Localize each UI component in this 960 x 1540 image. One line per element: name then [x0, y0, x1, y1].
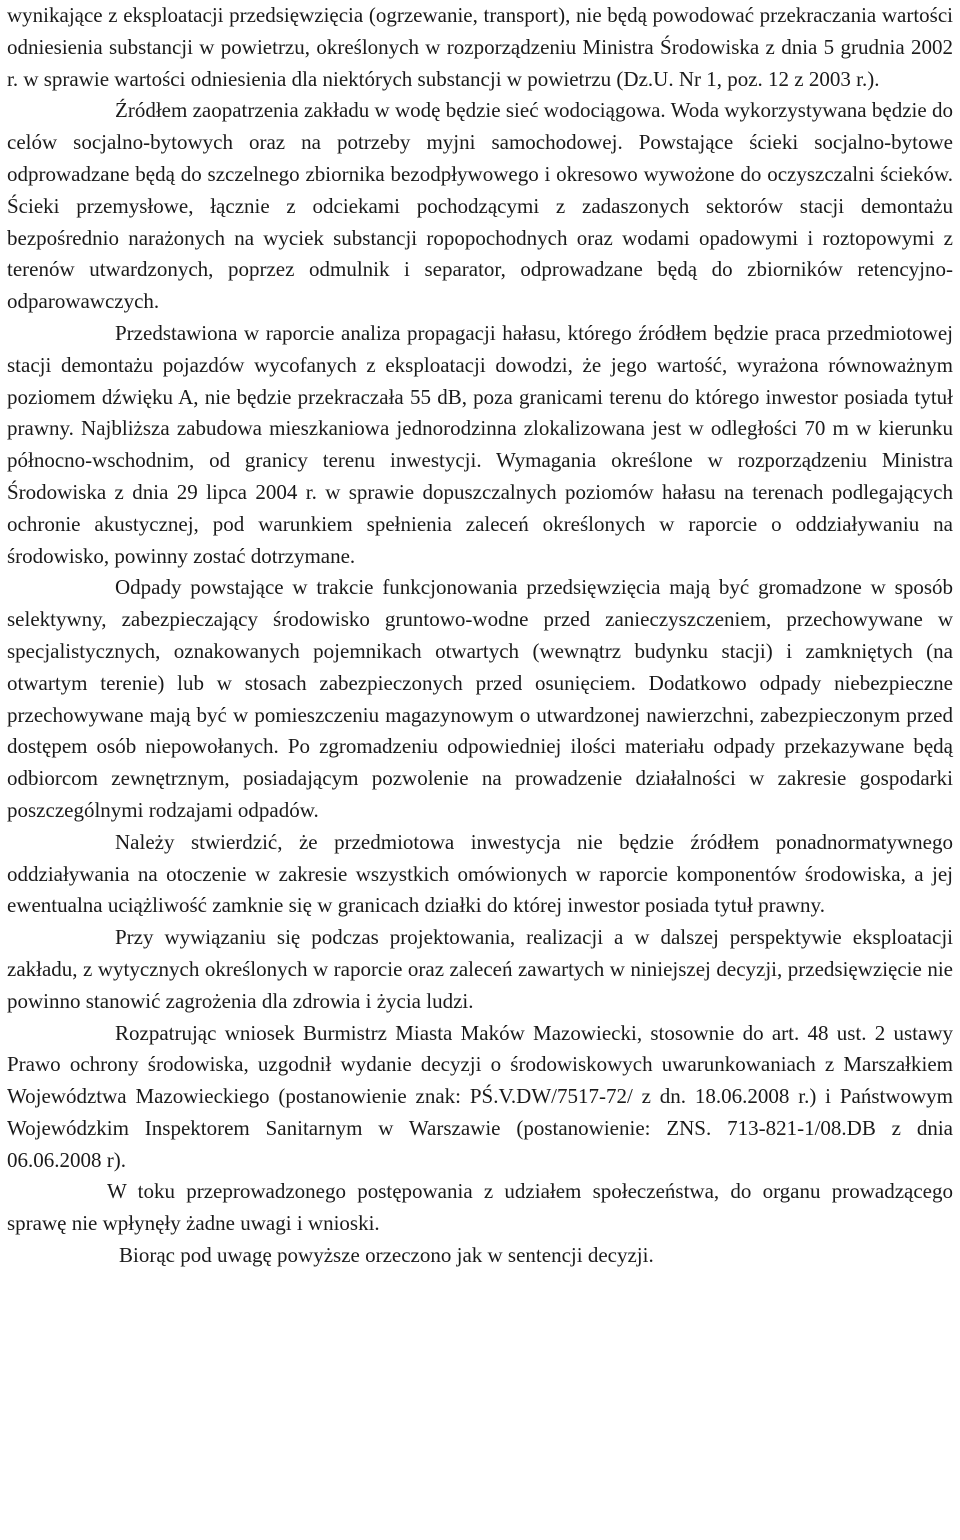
- paragraph-health-safety: Przy wywiązaniu się podczas projektowania, realizacji a w dalszej perspektywie eksploatacji zakładu, z wytycznych określonych w raporcie oraz zaleceń zawartych w niniejszej decyzji, przedsięwzięcie nie powinno stanowić zagrożenia dla zdrowia i życia ludzi.: [7, 925, 953, 1013]
- paragraph-final-statement: Biorąc pod uwagę powyższe orzeczono jak w sentencji decyzji.: [119, 1243, 654, 1268]
- paragraph-noise: Przedstawiona w raporcie analiza propagacji hałasu, którego źródłem będzie praca przedmiotowej stacji demontażu pojazdów wycofanych z eksploatacji dowodzi, że jego wartość, wyrażona równoważnym poziomem dźwięku A, nie będzie przekraczała 55 dB, poza granicami terenu do którego inwestor posiada tytuł prawny. Najbliższa zabudowa mieszkaniowa jednorodzinna zlokalizowana jest w odległości 70 m w kierunku północno-wschodnim, od granicy terenu inwestycji. Wymagania określone w rozporządzeniu Ministra Środowiska z dnia 29 lipca 2004 r. w sprawie dopuszczalnych poziomów hałasu na terenach podlegających ochronie akustycznej, pod warunkiem spełnienia zaleceń określonych w raporcie o oddziaływaniu na środowisko, powinny zostać dotrzymane.: [7, 320, 953, 568]
- paragraph-water-sewage: Źródłem zaopatrzenia zakładu w wodę będzie sieć wodociągowa. Woda wykorzystywana będzie do celów socjalno-bytowych oraz na potrzeby myjni samochodowej. Powstające ścieki socjalno-bytowe odprowadzane będą do szczelnego zbiornika bezodpływowego i okresowo wywożone do oczyszczalni ścieków. Ścieki przemysłowe, łącznie z odciekami pochodzącymi z zadaszonych sektorów stacji demontażu bezpośrednio narażonych na wyciek substancji ropopochodnych oraz wodami opadowymi i roztopowymi z terenów utwardzonych, poprzez odmulnik i separator, odprowadzane będą do zbiorników retencyjno-odparowawczych.: [7, 98, 953, 314]
- paragraph-agreements: Rozpatrując wniosek Burmistrz Miasta Maków Mazowiecki, stosownie do art. 48 ust. 2 ustawy Prawo ochrony środowiska, uzgodnił wydanie decyzji o środowiskowych uwarunkowaniach z Marszałkiem Województwa Mazowieckiego (postanowienie znak: PŚ.V.DW/7517-72/ z dn. 18.06.2008 r.) i Państwowym Wojewódzkim Inspektorem Sanitarnym w Warszawie (postanowienie: ZNS. 713-821-1/08.DB z dnia 06.06.2008 r).: [7, 1020, 953, 1172]
- paragraph-public-participation: W toku przeprowadzonego postępowania z udziałem społeczeństwa, do organu prowadzącego sprawę nie wpłynęły żadne uwagi i wnioski.: [7, 1179, 953, 1236]
- paragraph-air-emissions: wynikające z eksploatacji przedsięwzięcia (ogrzewanie, transport), nie będą powodować przekraczania wartości odniesienia substancji w powietrzu, określonych w rozporządzeniu Ministra Środowiska z dnia 5 grudnia 2002 r. w sprawie wartości odniesienia dla niektórych substancji w powietrzu (Dz.U. Nr 1, poz. 12 z 2003 r.).: [7, 3, 953, 91]
- paragraph-waste: Odpady powstające w trakcie funkcjonowania przedsięwzięcia mają być gromadzone w sposób selektywny, zabezpieczający środowisko gruntowo-wodne przed zanieczyszczeniem, przechowywane w specjalistycznych, oznakowanych pojemnikach otwartych (wewnątrz budynku stacji) i zamkniętych (na otwartym terenie) lub w stosach zabezpieczonych przed osunięciem. Dodatkowo odpady niebezpieczne przechowywane mają być w pomieszczeniu magazynowym o utwardzonej nawierzchni, zabezpieczonym przed dostępem osób niepowołanych. Po zgromadzeniu odpowiedniej ilości materiału odpady przekazywane będą odbiorcom zewnętrznym, posiadającym pozwolenie na prowadzenie działalności w zakresie gospodarki poszczególnymi rodzajami odpadów.: [7, 575, 953, 822]
- paragraph-conclusion: Należy stwierdzić, że przedmiotowa inwestycja nie będzie źródłem ponadnormatywnego oddziaływania na otoczenie w zakresie wszystkich omówionych w raporcie komponentów środowiska, a jej ewentualna uciążliwość zamknie się w granicach działki do której inwestor posiada tytuł prawny.: [7, 829, 953, 918]
